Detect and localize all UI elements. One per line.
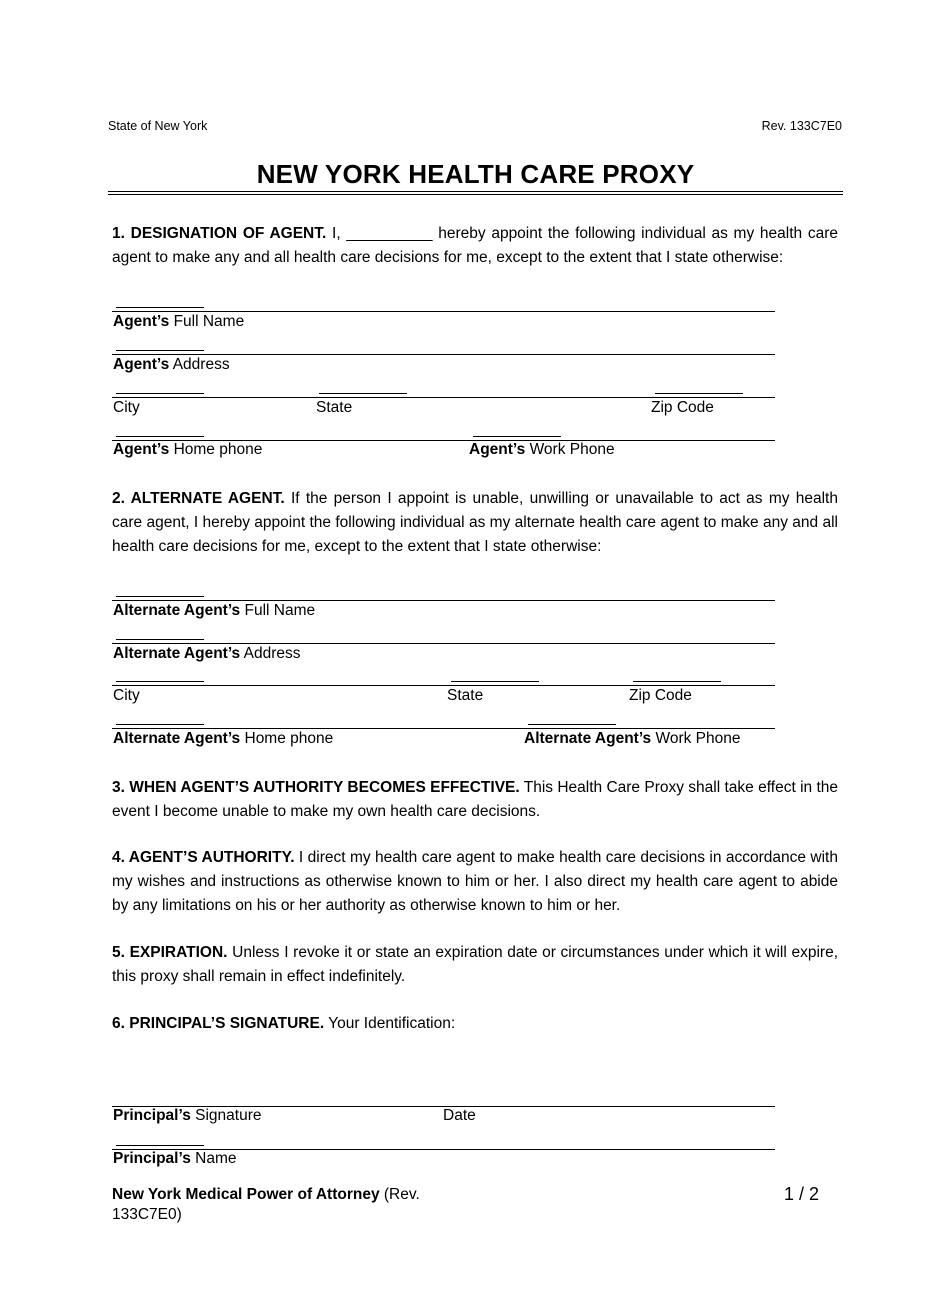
alt-state-label: State bbox=[447, 687, 484, 704]
alt-address-label: Alternate Agent’s Address bbox=[113, 645, 301, 662]
agent-state-blank bbox=[319, 393, 407, 394]
agent-address-label: Agent’s Address bbox=[113, 356, 230, 373]
agent-name-line[interactable] bbox=[112, 311, 775, 312]
agent-zip-blank bbox=[655, 393, 743, 394]
section-1-heading: 1. DESIGNATION OF AGENT. bbox=[112, 225, 327, 242]
section-2-heading: 2. ALTERNATE AGENT. bbox=[112, 490, 285, 507]
alt-name-label: Alternate Agent’s Full Name bbox=[113, 602, 316, 619]
alt-phone-line[interactable] bbox=[112, 728, 775, 729]
alt-zip-label: Zip Code bbox=[629, 687, 692, 704]
section-2-paragraph bbox=[112, 487, 838, 559]
alt-work-phone-blank bbox=[528, 724, 616, 725]
section-6-heading: 6. PRINCIPAL’S SIGNATURE. bbox=[112, 1015, 325, 1032]
section-3-paragraph bbox=[112, 776, 838, 824]
alt-name-blank bbox=[116, 596, 204, 597]
section-3-heading: 3. WHEN AGENT’S AUTHORITY BECOMES EFFECTIVE. bbox=[112, 779, 520, 796]
section-4-text: I direct my health care agent to make health care decisions in accordance with my wishes and instructions as otherwise known to him or her. I also direct my health care agent to abide by any limitations on his or her authority as otherwise known to him or her. bbox=[112, 849, 838, 914]
agent-city-blank bbox=[116, 393, 204, 394]
alt-address-blank bbox=[116, 639, 204, 640]
footer-document-name: New York Medical Power of Attorney (Rev. 133C7E0) bbox=[112, 1186, 420, 1223]
alt-zip-blank bbox=[633, 681, 721, 682]
section-1-text: I, __________ hereby appoint the following individual as my health care agent to make any and all health care decisions for me, except to the extent that I state otherwise: bbox=[112, 225, 838, 266]
agent-work-phone-blank bbox=[473, 436, 561, 437]
agent-home-phone-label: Agent’s Home phone bbox=[113, 441, 263, 458]
document-title: NEW YORK HEALTH CARE PROXY bbox=[256, 159, 695, 189]
alt-address-line[interactable] bbox=[112, 643, 775, 644]
alt-city-blank bbox=[116, 681, 204, 682]
alt-state-blank bbox=[451, 681, 539, 682]
agent-name-label: Agent’s Full Name bbox=[113, 313, 245, 330]
section-6-text: Your Identification: bbox=[324, 1015, 456, 1032]
principal-signature-label: Principal’s Signature bbox=[113, 1107, 262, 1124]
section-5-paragraph bbox=[112, 941, 838, 989]
alt-work-phone-label: Alternate Agent’s Work Phone bbox=[524, 730, 741, 747]
agent-state-label: State bbox=[316, 399, 353, 416]
section-2-text: If the person I appoint is unable, unwilling or unavailable to act as my health care agent, I hereby appoint the following individual as my alternate health care agent to make any and all health care decisions for me, except to the extent that I state otherwise: bbox=[112, 490, 838, 555]
title-double-rule bbox=[108, 191, 843, 195]
revision-label: Rev. 133C7E0 bbox=[761, 119, 842, 133]
agent-zip-label: Zip Code bbox=[651, 399, 714, 416]
agent-city-label: City bbox=[113, 399, 140, 416]
alt-name-line[interactable] bbox=[112, 600, 775, 601]
section-4-paragraph bbox=[112, 846, 838, 918]
principal-name-blank bbox=[116, 1145, 204, 1146]
section-6-paragraph bbox=[112, 1012, 838, 1036]
alt-home-phone-blank bbox=[116, 724, 204, 725]
page-number: 1 / 2 bbox=[784, 1184, 820, 1204]
agent-home-phone-blank bbox=[116, 436, 204, 437]
alt-home-phone-label: Alternate Agent’s Home phone bbox=[113, 730, 334, 747]
agent-work-phone-label: Agent’s Work Phone bbox=[469, 441, 615, 458]
agent-name-blank bbox=[116, 307, 204, 308]
agent-address-line[interactable] bbox=[112, 354, 775, 355]
state-label: State of New York bbox=[108, 119, 208, 133]
principal-name-label: Principal’s Name bbox=[113, 1150, 237, 1167]
agent-city-state-zip-line[interactable] bbox=[112, 397, 775, 398]
principal-date-label: Date bbox=[443, 1107, 476, 1124]
section-1-paragraph bbox=[112, 222, 838, 270]
section-5-heading: 5. EXPIRATION. bbox=[112, 944, 228, 961]
alt-city-state-zip-line[interactable] bbox=[112, 685, 775, 686]
alt-city-label: City bbox=[113, 687, 140, 704]
section-4-heading: 4. AGENT’S AUTHORITY. bbox=[112, 849, 295, 866]
agent-address-blank bbox=[116, 350, 204, 351]
section-3-text: This Health Care Proxy shall take effect in the event I become unable to make my own health care decisions. bbox=[112, 779, 838, 820]
section-5-text: Unless I revoke it or state an expiration date or circumstances under which it will expire, this proxy shall remain in effect indefinitely. bbox=[112, 944, 838, 985]
